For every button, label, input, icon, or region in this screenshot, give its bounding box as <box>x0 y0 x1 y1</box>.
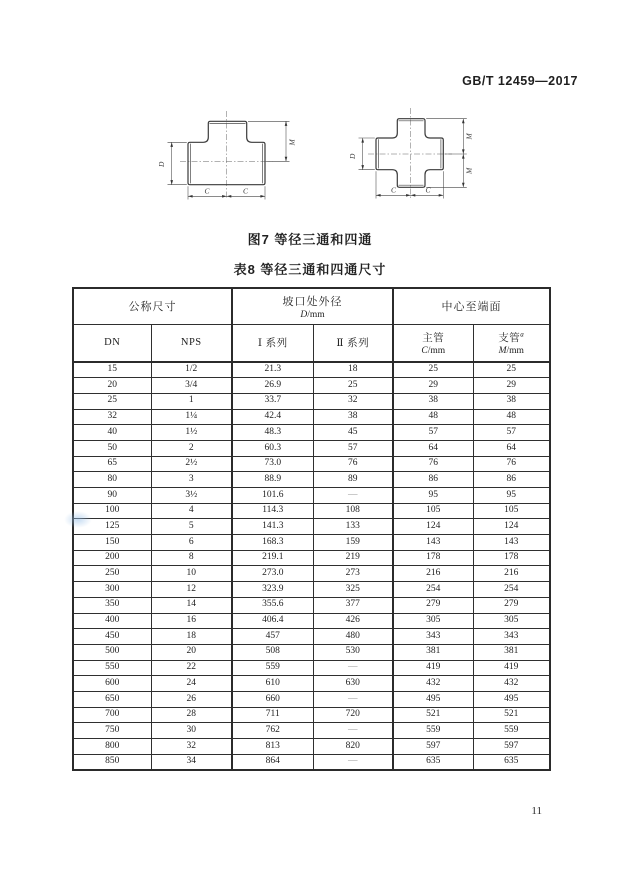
table-row <box>73 440 550 456</box>
table-cell: 800 <box>73 739 151 755</box>
table-cell: 820 <box>313 739 393 755</box>
table-cell: 377 <box>313 597 393 613</box>
dim-label-c-right: C <box>425 185 431 195</box>
table-cell: — <box>313 691 393 707</box>
table-cell: 32 <box>73 409 151 425</box>
table-cell: 219.1 <box>232 550 313 566</box>
table-cell: 45 <box>313 425 393 441</box>
table-cell: 381 <box>393 644 473 660</box>
dim-label-m-bottom: M <box>464 167 474 174</box>
table-cell: 550 <box>73 660 151 676</box>
dimensions-table <box>72 287 551 771</box>
table-row <box>73 488 550 504</box>
table-cell: 216 <box>393 566 473 582</box>
table-cell: 381 <box>473 644 550 660</box>
table-cell: 32 <box>313 393 393 409</box>
header-main-pipe-unit <box>394 346 473 356</box>
table-cell: 90 <box>73 488 151 504</box>
header-branch-pipe-label: 支管$^a$ <box>498 330 525 344</box>
table-cell: 250 <box>73 566 151 582</box>
header-branch-pipe <box>473 324 550 362</box>
table-cell: 64 <box>393 440 473 456</box>
table-cell: 124 <box>473 519 550 535</box>
table-cell: 750 <box>73 723 151 739</box>
table-cell: 530 <box>313 644 393 660</box>
table-cell: 42.4 <box>232 409 313 425</box>
table-cell: 89 <box>313 472 393 488</box>
table-cell: 178 <box>393 550 473 566</box>
table-cell: 254 <box>393 582 473 598</box>
table-cell: 559 <box>473 723 550 739</box>
table-cell: 48 <box>473 409 550 425</box>
dim-label-d: D <box>157 161 166 167</box>
table-cell: 650 <box>73 691 151 707</box>
dim-label-d: D <box>348 153 357 159</box>
table-cell: 124 <box>393 519 473 535</box>
table-cell: 14 <box>151 597 232 613</box>
table-cell: 105 <box>473 503 550 519</box>
table-cell: — <box>313 723 393 739</box>
table-cell: 57 <box>473 425 550 441</box>
table-cell: 432 <box>473 676 550 692</box>
table-row <box>73 503 550 519</box>
header-center-to-end: 中心至端面 <box>393 288 550 324</box>
table-cell: 64 <box>473 440 550 456</box>
table-cell: — <box>313 660 393 676</box>
figure-caption: 图7 等径三通和四通 <box>247 232 373 247</box>
table-cell: 325 <box>313 582 393 598</box>
table-cell: 29 <box>473 378 550 394</box>
table-row <box>73 472 550 488</box>
table-row <box>73 644 550 660</box>
table-cell: 80 <box>73 472 151 488</box>
table-cell: 15 <box>73 362 151 378</box>
table-cell: 850 <box>73 754 151 770</box>
table-row <box>73 691 550 707</box>
symbol-c: C <box>421 345 428 356</box>
table-cell: 143 <box>393 535 473 551</box>
table-cell: 597 <box>393 739 473 755</box>
table-cell: 1¼ <box>151 409 232 425</box>
table-cell: 495 <box>393 691 473 707</box>
table-caption: 表8 等径三通和四通尺寸 <box>233 262 387 277</box>
table-cell: 480 <box>313 629 393 645</box>
table-cell: 597 <box>473 739 550 755</box>
table-cell: 38 <box>393 393 473 409</box>
table-cell: 150 <box>73 535 151 551</box>
cross-drawing <box>340 98 480 213</box>
table-cell: 2½ <box>151 456 232 472</box>
table-cell: 60.3 <box>232 440 313 456</box>
table-cell: 762 <box>232 723 313 739</box>
dim-label-m-top: M <box>464 133 474 140</box>
table-row <box>73 378 550 394</box>
dim-label-c-right: C <box>243 186 249 196</box>
table-row <box>73 550 550 566</box>
table-cell: 219 <box>313 550 393 566</box>
table-row <box>73 566 550 582</box>
symbol-d: D <box>300 309 308 320</box>
table-row <box>73 362 550 378</box>
table-cell: 3/4 <box>151 378 232 394</box>
table-cell: 610 <box>232 676 313 692</box>
table-cell: 73.0 <box>232 456 313 472</box>
table-cell: — <box>313 488 393 504</box>
table-cell: 406.4 <box>232 613 313 629</box>
symbol-m: M <box>498 345 507 356</box>
table-cell: 26.9 <box>232 378 313 394</box>
table-cell: 22 <box>151 660 232 676</box>
table-cell: 125 <box>73 519 151 535</box>
table-cell: 32 <box>151 739 232 755</box>
table-cell: 200 <box>73 550 151 566</box>
table-row <box>73 707 550 723</box>
table-row <box>73 723 550 739</box>
table-cell: 10 <box>151 566 232 582</box>
table-cell: 20 <box>73 378 151 394</box>
table-cell: 3½ <box>151 488 232 504</box>
table-cell: 5 <box>151 519 232 535</box>
header-bevel-od <box>232 288 393 324</box>
table-cell: 25 <box>73 393 151 409</box>
table-cell: 508 <box>232 644 313 660</box>
table-cell: 1/2 <box>151 362 232 378</box>
table-row <box>73 535 550 551</box>
table-cell: 300 <box>73 582 151 598</box>
table-cell: 25 <box>393 362 473 378</box>
table-body <box>73 362 550 770</box>
table-cell: 18 <box>313 362 393 378</box>
table-cell: 100 <box>73 503 151 519</box>
header-series1: Ⅰ 系列 <box>232 324 313 362</box>
table-cell: 813 <box>232 739 313 755</box>
table-row <box>73 613 550 629</box>
table-cell: 105 <box>393 503 473 519</box>
table-cell: 559 <box>232 660 313 676</box>
table-cell: 86 <box>393 472 473 488</box>
table-cell: 38 <box>313 409 393 425</box>
table-cell: 88.9 <box>232 472 313 488</box>
table-cell: 48.3 <box>232 425 313 441</box>
table-cell: 600 <box>73 676 151 692</box>
table-cell: 720 <box>313 707 393 723</box>
table-cell: 18 <box>151 629 232 645</box>
table-cell: 343 <box>393 629 473 645</box>
table-cell: 101.6 <box>232 488 313 504</box>
table-cell: 1 <box>151 393 232 409</box>
table-cell: 29 <box>393 378 473 394</box>
table-cell: 86 <box>473 472 550 488</box>
table-cell: 95 <box>473 488 550 504</box>
table-row <box>73 660 550 676</box>
table-cell: 20 <box>151 644 232 660</box>
header-main-pipe-label: 主管 <box>422 332 445 344</box>
table-cell: 635 <box>473 754 550 770</box>
header-nps: NPS <box>151 324 232 362</box>
table-cell: 8 <box>151 550 232 566</box>
table-cell: 419 <box>473 660 550 676</box>
table-cell: 40 <box>73 425 151 441</box>
table-cell: 273 <box>313 566 393 582</box>
tee-drawing <box>150 98 310 213</box>
table-cell: 323.9 <box>232 582 313 598</box>
table-cell: 108 <box>313 503 393 519</box>
table-cell: 254 <box>473 582 550 598</box>
header-bevel-od-label: 坡口处外径 <box>282 295 343 308</box>
table-cell: 216 <box>473 566 550 582</box>
table-cell: 143 <box>473 535 550 551</box>
table-row <box>73 597 550 613</box>
header-bevel-od-unit <box>233 310 392 320</box>
table-cell: 12 <box>151 582 232 598</box>
table-cell: 279 <box>393 597 473 613</box>
table-cell: 495 <box>473 691 550 707</box>
table-cell: 178 <box>473 550 550 566</box>
table-cell: 57 <box>313 440 393 456</box>
table-cell: 33.7 <box>232 393 313 409</box>
table-cell: 355.6 <box>232 597 313 613</box>
table-cell: 76 <box>393 456 473 472</box>
table-cell: 521 <box>393 707 473 723</box>
table-cell: 419 <box>393 660 473 676</box>
table-cell: 635 <box>393 754 473 770</box>
table-row <box>73 409 550 425</box>
table-cell: 426 <box>313 613 393 629</box>
unit-mm: /mm <box>427 345 446 356</box>
table-cell: 3 <box>151 472 232 488</box>
table-cell: 350 <box>73 597 151 613</box>
table-cell: 34 <box>151 754 232 770</box>
table-cell: 30 <box>151 723 232 739</box>
table-cell: 559 <box>393 723 473 739</box>
unit-mm: /mm <box>506 345 524 356</box>
page-number: 11 <box>531 805 542 817</box>
table-cell: 25 <box>473 362 550 378</box>
table-cell: 305 <box>473 613 550 629</box>
dim-label-c-left: C <box>391 185 397 195</box>
table-cell: 279 <box>473 597 550 613</box>
table-cell: — <box>313 754 393 770</box>
table-cell: 38 <box>473 393 550 409</box>
table-cell: 700 <box>73 707 151 723</box>
table-row <box>73 425 550 441</box>
table-cell: 4 <box>151 503 232 519</box>
header-branch-pipe-unit <box>474 346 550 356</box>
table-cell: 1½ <box>151 425 232 441</box>
table-cell: 450 <box>73 629 151 645</box>
table-cell: 457 <box>232 629 313 645</box>
table-cell: 16 <box>151 613 232 629</box>
table-row <box>73 456 550 472</box>
table-cell: 114.3 <box>232 503 313 519</box>
table-row <box>73 676 550 692</box>
figure-7 <box>0 98 620 216</box>
header-nominal-size: 公称尺寸 <box>73 288 232 324</box>
table-cell: 343 <box>473 629 550 645</box>
dim-label-m: M <box>287 139 297 146</box>
table-row <box>73 629 550 645</box>
dim-label-c-left: C <box>204 186 210 196</box>
table-cell: 400 <box>73 613 151 629</box>
table-cell: 305 <box>393 613 473 629</box>
table-row <box>73 582 550 598</box>
table-row <box>73 739 550 755</box>
table-cell: 76 <box>313 456 393 472</box>
table-cell: 168.3 <box>232 535 313 551</box>
header-main-pipe <box>393 324 473 362</box>
table-row <box>73 754 550 770</box>
table-cell: 95 <box>393 488 473 504</box>
table-cell: 6 <box>151 535 232 551</box>
table-cell: 25 <box>313 378 393 394</box>
table-row <box>73 393 550 409</box>
table-cell: 630 <box>313 676 393 692</box>
footnote-marker-a: a <box>520 330 525 339</box>
table-cell: 24 <box>151 676 232 692</box>
header-series2: Ⅱ 系列 <box>313 324 393 362</box>
table-cell: 159 <box>313 535 393 551</box>
table-cell: 26 <box>151 691 232 707</box>
table-cell: 864 <box>232 754 313 770</box>
table-cell: 2 <box>151 440 232 456</box>
table-row <box>73 519 550 535</box>
table-cell: 141.3 <box>232 519 313 535</box>
table-cell: 273.0 <box>232 566 313 582</box>
table-cell: 432 <box>393 676 473 692</box>
table-cell: 711 <box>232 707 313 723</box>
header-dn: DN <box>73 324 151 362</box>
table-cell: 500 <box>73 644 151 660</box>
table-cell: 48 <box>393 409 473 425</box>
scan-smudge-artifact <box>64 511 92 528</box>
table-cell: 28 <box>151 707 232 723</box>
table-cell: 660 <box>232 691 313 707</box>
standard-number: GB/T 12459—2017 <box>462 74 578 88</box>
table-cell: 65 <box>73 456 151 472</box>
table-cell: 76 <box>473 456 550 472</box>
table-cell: 21.3 <box>232 362 313 378</box>
table-cell: 50 <box>73 440 151 456</box>
table-cell: 57 <box>393 425 473 441</box>
table-cell: 521 <box>473 707 550 723</box>
table-cell: 133 <box>313 519 393 535</box>
unit-mm: /mm <box>307 309 325 320</box>
